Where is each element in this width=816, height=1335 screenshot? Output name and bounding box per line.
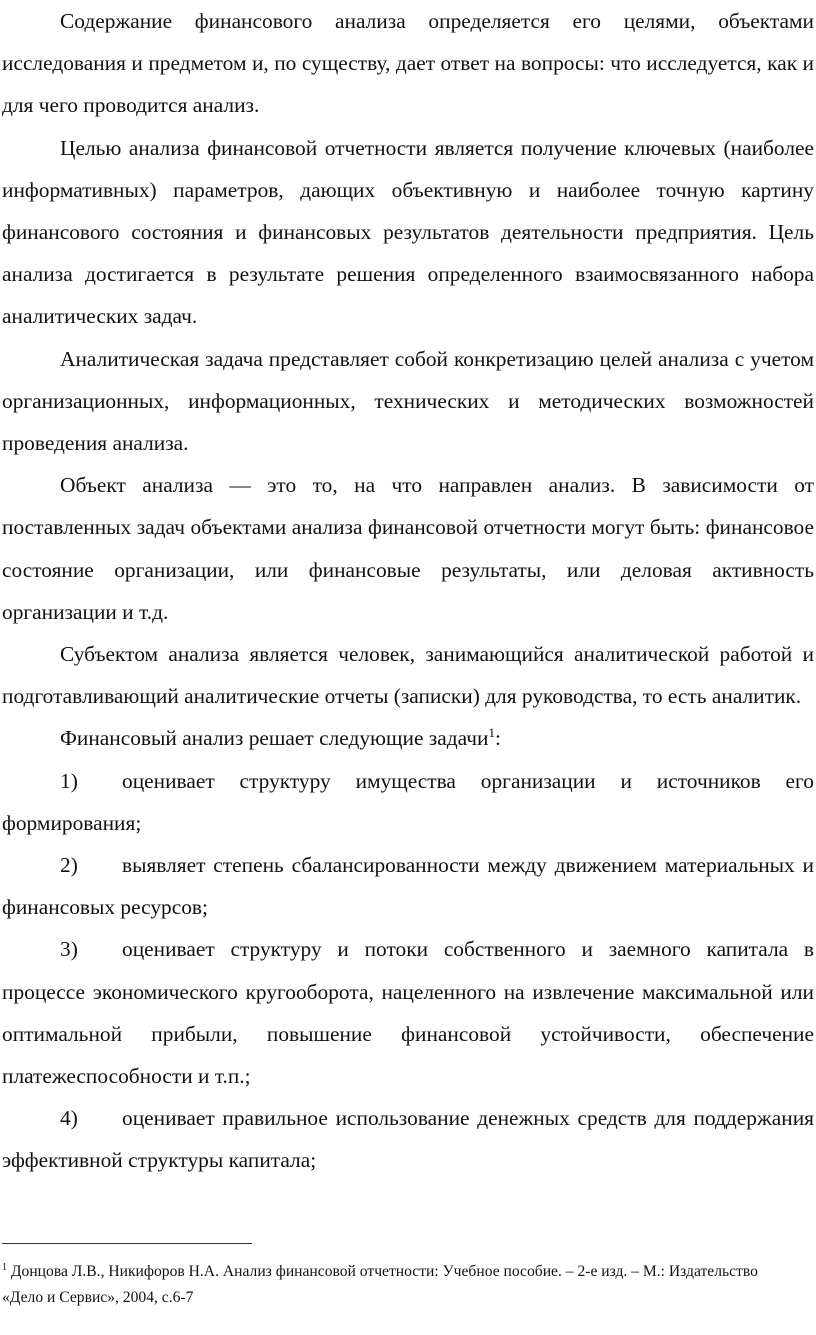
- list-item-text: оценивает структуру и потоки собственного и заемного капитала в процессе экономического кругооборота, нацеленного на извлечение максимальной или оптимальной прибыли, повышение финансовой устойчивости, обеспечение платежеспособности и т.п.;: [2, 937, 814, 1089]
- footnote: [2, 1259, 792, 1311]
- list-item: [2, 928, 814, 1097]
- list-item-text: оценивает правильное использование денежных средств для поддержания эффективной структуры капитала;: [2, 1106, 814, 1173]
- paragraph-analytical-task: Аналитическая задача представляет собой конкретизацию целей анализа с учетом организационных, информационных, технических и методических возможностей проведения анализа.: [2, 346, 814, 456]
- footnote-separator: [2, 1243, 252, 1244]
- list-item-text: выявляет степень сбалансированности между движением материальных и финансовых ресурсов;: [2, 853, 814, 920]
- list-item: [2, 760, 814, 844]
- footnote-reference[interactable]: 1: [488, 725, 495, 741]
- tasks-intro-colon: :: [494, 726, 501, 751]
- list-item-number: 1): [60, 768, 78, 793]
- paragraph-goal: Целью анализа финансовой отчетности является получение ключевых (наиболее информативных) параметров, дающих объективную и наиболее точную картину финансового состояния и финансовых результатов деятельности предприятия. Цель анализа достигается в результате решения определенного взаимосвязанного набора аналитических задач.: [2, 135, 814, 329]
- list-item-number: 2): [60, 853, 78, 878]
- paragraph-content: Содержание финансового анализа определяется его целями, объектами исследования и предметом и, по существу, дает ответ на вопросы: что исследуется, как и для чего проводится анализ.: [2, 9, 814, 118]
- tasks-intro-text: Финансовый анализ решает следующие задачи: [60, 726, 489, 751]
- footnote-text: Донцова Л.В., Никифоров Н.А. Анализ финансовой отчетности: Учебное пособие. – 2-е изд. – М.: Издательство «Дело и Сервис», 2004, с.6-7: [2, 1263, 758, 1306]
- list-item-number: 3): [60, 937, 78, 962]
- list-item-text: оценивает структуру имущества организации и источников его формирования;: [2, 768, 814, 835]
- footnote-number: 1: [2, 1261, 7, 1273]
- body-text: [2, 0, 814, 1182]
- paragraph-object: Объект анализа — это то, на что направлен анализ. В зависимости от поставленных задач объектами анализа финансовой отчетности могут быть: финансовое состояние организации, или финансовые результаты, или деловая активность организации и т.д.: [2, 473, 814, 624]
- paragraph-subject: Субъектом анализа является человек, занимающийся аналитической работой и подготавливающий аналитические отчеты (записки) для руководства, то есть аналитик.: [2, 642, 814, 709]
- list-item-number: 4): [60, 1106, 78, 1131]
- list-item: [2, 844, 814, 928]
- paragraph-tasks-intro: [2, 717, 814, 759]
- list-item: [2, 1097, 814, 1181]
